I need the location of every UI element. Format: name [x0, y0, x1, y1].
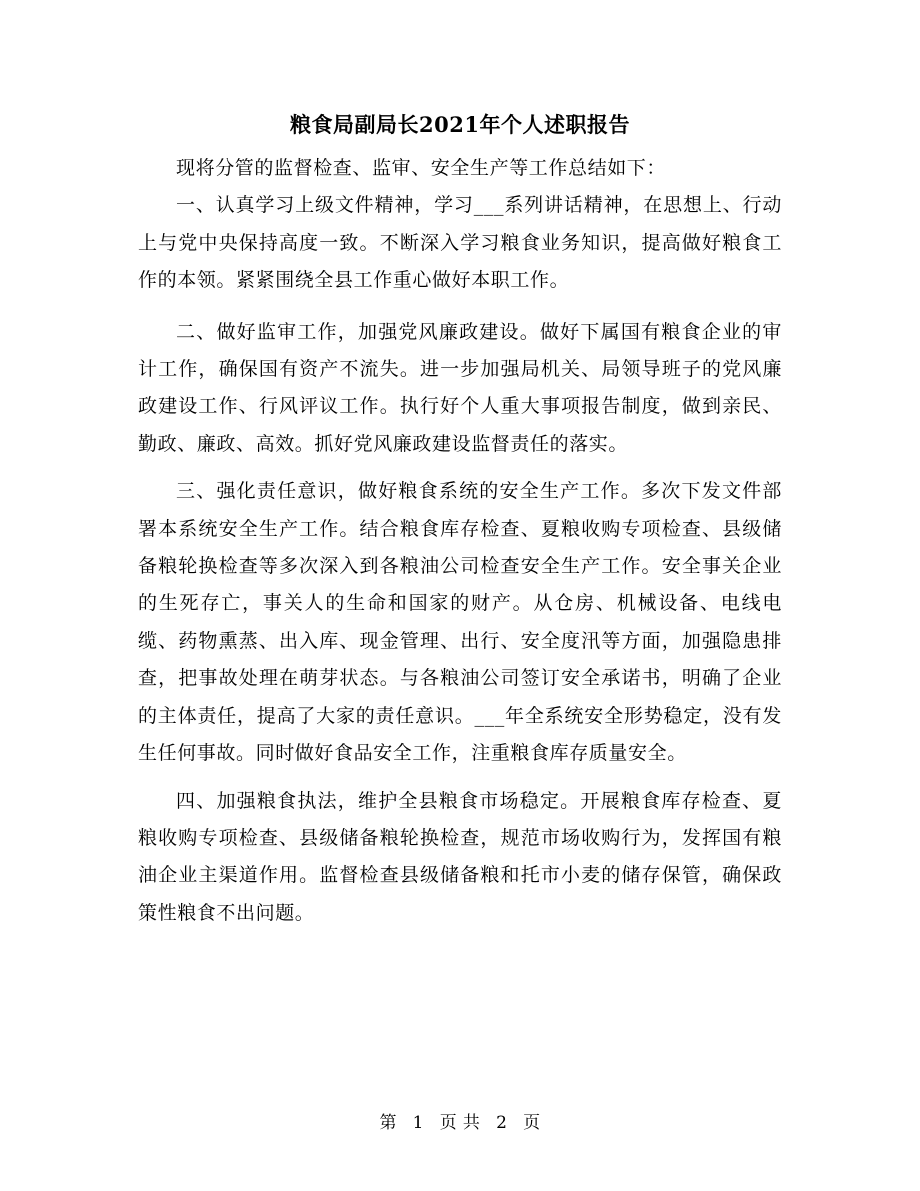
paragraph-section-2: 二、做好监审工作，加强党风廉政建设。做好下属国有粮食企业的审计工作，确保国有资产不流失。进一步加强局机关、局领导班子的党风廉政建设工作、行风评议工作。执行好个人重大事项报告制度，做到亲民、勤政、廉政、高效。抓好党风廉政建设监督责任的落实。: [138, 320, 782, 455]
paragraph-section-3: 三、强化责任意识，做好粮食系统的安全生产工作。多次下发文件部署本系统安全生产工作。结合粮食库存检查、夏粮收购专项检查、县级储备粮轮换检查等多次深入到各粮油公司检查安全生产工作。安全事关企业的生死存亡，事关人的生命和国家的财产。从仓房、机械设备、电线电缆、药物熏蒸、出入库、现金管理、出行、安全度汛等方面，加强隐患排查，把事故处理在萌芽状态。与各粮油公司签订安全承诺书，明确了企业的主体责任，提高了大家的责任意识。___年全系统安全形势稳定，没有发生任何事故。同时做好食品安全工作，注重粮食库存质量安全。: [138, 480, 782, 765]
footer-prefix: 第: [379, 1113, 397, 1133]
footer-total-pages: 2: [496, 1113, 508, 1133]
footer-current-page: 1: [412, 1113, 424, 1133]
paragraph-section-4: 四、加强粮食执法，维护全县粮食市场稳定。开展粮食库存检查、夏粮收购专项检查、县级储备粮轮换检查，规范市场收购行为，发挥国有粮油企业主渠道作用。监督检查县级储备粮和托市小麦的储存保管，确保政策性粮食不出问题。: [138, 789, 782, 924]
footer-mid: 页 共: [439, 1113, 481, 1133]
document-title: 粮食局副局长2021年个人述职报告: [290, 112, 630, 137]
paragraph-section-1: 一、认真学习上级文件精神，学习___系列讲话精神，在思想上、行动上与党中央保持高度一致。不断深入学习粮食业务知识，提高做好粮食工作的本领。紧紧围绕全县工作重心做好本职工作。: [138, 194, 782, 292]
document-body: [138, 150, 782, 942]
paragraph-intro: 现将分管的监督检查、监审、安全生产等工作总结如下：: [176, 157, 667, 179]
page-footer: [0, 1111, 920, 1135]
footer-suffix: 页: [523, 1113, 541, 1133]
